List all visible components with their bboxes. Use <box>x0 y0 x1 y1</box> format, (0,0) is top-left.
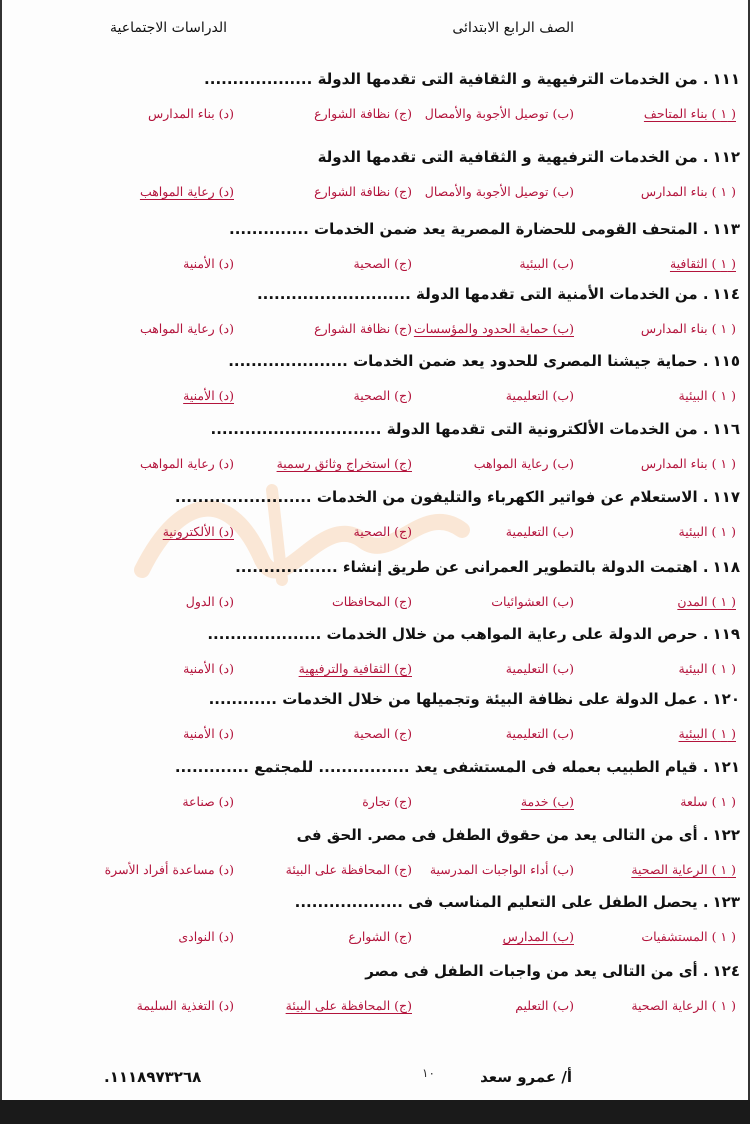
answer-blank: ........................... <box>256 285 411 303</box>
option-label: (ب) خدمة <box>520 794 574 809</box>
option-label: (ج) الشوارع <box>348 929 412 944</box>
question-body: من الخدمات الترفيهية و الثقافية التى تقدمها الدولة <box>317 70 698 88</box>
option-label: (ج) الصحية <box>353 726 412 741</box>
option-label: (د) الأمنية <box>183 388 234 403</box>
option-label: ( ١ ) المستشفيات <box>641 929 736 944</box>
option-label: ( ١ ) بناء المتاحف <box>643 106 736 121</box>
question-number: ١٢٢ <box>712 826 740 844</box>
option-label: ( ١ ) بناء المدارس <box>640 321 736 336</box>
question-text: ١١٣. المتحف القومى للحضارة المصرية يعد ضمن الخدمات .............. <box>229 220 740 238</box>
option-label: ( ١ ) الرعاية الصحية <box>631 862 736 877</box>
answer-blank: .............................. <box>210 420 382 438</box>
option-label: (ب) العشوائيات <box>491 594 574 609</box>
subject-label: الدراسات الاجتماعية <box>110 20 227 36</box>
option-b[interactable] <box>425 184 574 199</box>
option-label: (د) بناء المدارس <box>147 106 234 121</box>
question-number: ١١١ <box>712 70 740 88</box>
option-a[interactable] <box>670 256 736 271</box>
question-number: ١١٩ <box>712 625 740 643</box>
question-number: ١١٨ <box>712 558 740 576</box>
option-b[interactable] <box>414 321 574 336</box>
option-label: (ج) الصحية <box>353 524 412 539</box>
question-text: ١١٤. من الخدمات الأمنية التى تقدمها الدولة ........................... <box>256 285 740 303</box>
question-body: اهتمت الدولة بالتطوير العمرانى عن طريق إنشاء <box>342 558 698 576</box>
option-label: (ج) تجارة <box>362 794 412 809</box>
option-c[interactable] <box>332 594 412 609</box>
option-d[interactable] <box>183 388 234 403</box>
option-d[interactable] <box>183 726 234 741</box>
option-d[interactable] <box>178 929 234 944</box>
option-a[interactable] <box>641 929 736 944</box>
option-a[interactable] <box>680 794 736 809</box>
answer-blank: ................... <box>204 70 313 88</box>
option-d[interactable] <box>182 794 234 809</box>
option-label: ( ١ ) بناء المدارس <box>640 184 736 199</box>
option-b[interactable] <box>506 388 574 403</box>
option-label: (د) مساعدة أفراد الأسرة <box>104 862 234 877</box>
option-d[interactable] <box>163 524 234 539</box>
option-b[interactable] <box>425 106 574 121</box>
question-body: حرص الدولة على رعاية المواهب من خلال الخدمات <box>326 625 698 643</box>
option-label: (ب) توصيل الأجوبة والأمصال <box>424 106 574 121</box>
option-b[interactable] <box>491 594 574 609</box>
option-d[interactable] <box>186 594 234 609</box>
option-label: (ج) الصحية <box>353 388 412 403</box>
option-label: (ب) التعليمية <box>505 524 574 539</box>
option-label: (ج) الثقافية والترفيهية <box>298 661 412 676</box>
option-label: ( ١ ) بناء المدارس <box>640 456 736 471</box>
question-body: أى من التالى يعد من واجبات الطفل فى مصر <box>365 962 698 980</box>
option-label: (ب) التعليمية <box>505 388 574 403</box>
option-label: (د) صناعة <box>182 794 234 809</box>
question-text: ١١٩. حرص الدولة على رعاية المواهب من خلال الخدمات .................... <box>207 625 740 643</box>
option-b[interactable] <box>506 524 574 539</box>
option-a[interactable] <box>631 862 736 877</box>
question-body: أى من التالى يعد من حقوق الطفل فى مصر. الحق فى <box>296 826 698 844</box>
question-text: ١٢١. قيام الطبيب بعمله فى المستشفى يعد ................ للمجتمع ............. <box>174 758 740 776</box>
question-number: ١٢٣ <box>712 893 740 911</box>
answer-blank: ..................... <box>228 352 348 370</box>
option-b[interactable] <box>506 726 574 741</box>
question-text: ١١١. من الخدمات الترفيهية و الثقافية التى تقدمها الدولة ................... <box>204 70 740 88</box>
option-d[interactable] <box>140 321 234 336</box>
question-number: ١٢١ <box>712 758 740 776</box>
page-header <box>2 20 750 44</box>
option-d[interactable] <box>183 256 234 271</box>
option-label: ( ١ ) البيئية <box>678 726 736 741</box>
question-number: ١١٦ <box>712 420 740 438</box>
option-d[interactable] <box>148 106 234 121</box>
option-a[interactable] <box>641 321 736 336</box>
option-label: (ب) التعليمية <box>505 661 574 676</box>
option-label: ( ١ ) سلعة <box>680 794 736 809</box>
question-number: ١١٤ <box>712 285 740 303</box>
option-b[interactable] <box>503 929 574 944</box>
option-label: ( ١ ) الثقافية <box>669 256 736 271</box>
question-body: عمل الدولة على نظافة البيئة وتجميلها من خلال الخدمات <box>282 690 698 708</box>
option-c[interactable] <box>362 794 412 809</box>
option-c[interactable] <box>314 321 412 336</box>
option-label: ( ١ ) الرعاية الصحية <box>631 998 736 1013</box>
option-c[interactable] <box>314 106 412 121</box>
teacher-name: أ/ عمرو سعد <box>480 1068 572 1086</box>
option-label: ( ١ ) البيئية <box>678 388 736 403</box>
option-a[interactable] <box>679 726 736 741</box>
option-label: (ج) الصحية <box>353 256 412 271</box>
option-c[interactable] <box>348 929 412 944</box>
option-label: ( ١ ) البيئية <box>678 524 736 539</box>
page-footer <box>2 1068 750 1094</box>
answer-blank: .................. <box>235 558 338 576</box>
option-label: (ب) رعاية المواهب <box>473 456 574 471</box>
option-a[interactable] <box>641 456 736 471</box>
answer-blank: ................... <box>294 893 403 911</box>
question-body: قيام الطبيب بعمله فى المستشفى يعد ................ للمجتمع <box>254 758 698 776</box>
question-text: ١١٥. حماية جيشنا المصرى للحدود يعد ضمن الخدمات ..................... <box>228 352 740 370</box>
option-a[interactable] <box>679 388 736 403</box>
option-d[interactable] <box>105 862 234 877</box>
option-label: (د) رعاية المواهب <box>139 456 234 471</box>
page-number: ١٠ <box>422 1066 435 1080</box>
option-label: (د) رعاية المواهب <box>139 321 234 336</box>
option-b[interactable] <box>521 794 574 809</box>
option-d[interactable] <box>183 661 234 676</box>
question-body: من الخدمات الترفيهية و الثقافية التى تقدمها الدولة <box>317 148 698 166</box>
question-number: ١١٥ <box>712 352 740 370</box>
option-b[interactable] <box>515 998 574 1013</box>
option-label: (ب) حماية الحدود والمؤسسات <box>413 321 574 336</box>
option-label: (ج) نظافة الشوارع <box>314 321 412 336</box>
question-text: ١١٧. الاستعلام عن فواتير الكهرباء والتليفون من الخدمات ........................ <box>174 488 740 506</box>
question-number: ١١٢ <box>712 148 740 166</box>
option-label: (ب) توصيل الأجوبة والأمصال <box>424 184 574 199</box>
option-label: (د) الألكترونية <box>162 524 234 539</box>
option-label: (ج) استخراج وثائق رسمية <box>276 456 412 471</box>
option-c[interactable] <box>354 726 412 741</box>
grade-label: الصف الرابع الابتدائى <box>452 20 574 36</box>
option-b[interactable] <box>506 661 574 676</box>
option-c[interactable] <box>299 661 412 676</box>
question-text: ١١٦. من الخدمات الألكترونية التى تقدمها الدولة .............................. <box>210 420 740 438</box>
question-body: المتحف القومى للحضارة المصرية يعد ضمن الخدمات <box>314 220 698 238</box>
option-d[interactable] <box>137 998 234 1013</box>
question-text: ١١٢. من الخدمات الترفيهية و الثقافية التى تقدمها الدولة <box>317 148 740 166</box>
option-c[interactable] <box>354 524 412 539</box>
option-label: (ب) التعليمية <box>505 726 574 741</box>
option-label: (د) رعاية المواهب <box>139 184 234 199</box>
option-a[interactable] <box>679 524 736 539</box>
option-label: (ب) أداء الواجبات المدرسية <box>429 862 574 877</box>
option-label: (د) التغذية السليمة <box>136 998 234 1013</box>
option-a[interactable] <box>641 184 736 199</box>
question-text: ١٢٣. يحصل الطفل على التعليم المناسب فى ................... <box>294 893 740 911</box>
answer-blank: ............ <box>208 690 277 708</box>
option-a[interactable] <box>644 106 736 121</box>
option-label: (ج) المحافظة على البيئة <box>285 862 412 877</box>
answer-blank: ............. <box>174 758 249 776</box>
option-b[interactable] <box>519 256 574 271</box>
option-d[interactable] <box>140 184 234 199</box>
option-label: (ج) نظافة الشوارع <box>314 184 412 199</box>
question-body: يحصل الطفل على التعليم المناسب فى <box>408 893 698 911</box>
answer-blank: .............. <box>229 220 309 238</box>
option-label: (د) الأمنية <box>183 661 234 676</box>
option-label: (د) الدول <box>185 594 234 609</box>
option-c[interactable] <box>354 388 412 403</box>
question-number: ١٢٤ <box>712 962 740 980</box>
option-c[interactable] <box>286 862 412 877</box>
option-c[interactable] <box>354 256 412 271</box>
option-label: (ج) نظافة الشوارع <box>314 106 412 121</box>
option-d[interactable] <box>140 456 234 471</box>
answer-blank: ........................ <box>174 488 312 506</box>
option-label: (د) النوادى <box>178 929 234 944</box>
option-label: (ب) المدارس <box>502 929 574 944</box>
option-c[interactable] <box>314 184 412 199</box>
question-number: ١٢٠ <box>712 690 740 708</box>
answer-blank: .................... <box>207 625 322 643</box>
question-body: حماية جيشنا المصرى للحدود يعد ضمن الخدمات <box>353 352 698 370</box>
option-label: (ب) التعليم <box>515 998 574 1013</box>
option-label: (ب) البيئية <box>519 256 574 271</box>
option-label: ( ١ ) البيئية <box>678 661 736 676</box>
option-label: (ج) المحافظة على البيئة <box>285 998 412 1013</box>
bottom-bar <box>0 1100 750 1124</box>
option-label: (د) الأمنية <box>183 726 234 741</box>
option-label: (د) الأمنية <box>183 256 234 271</box>
option-a[interactable] <box>631 998 736 1013</box>
option-c[interactable] <box>286 998 412 1013</box>
option-label: ( ١ ) المدن <box>677 594 736 609</box>
option-a[interactable] <box>679 661 736 676</box>
question-text: ١٢٢. أى من التالى يعد من حقوق الطفل فى مصر. الحق فى <box>296 826 740 844</box>
question-body: من الخدمات الألكترونية التى تقدمها الدولة <box>386 420 698 438</box>
option-a[interactable] <box>677 594 736 609</box>
phone-number: .١١١٨٩٧٣٢٦٨ <box>104 1068 202 1086</box>
question-body: الاستعلام عن فواتير الكهرباء والتليفون من الخدمات <box>316 488 698 506</box>
question-text: ١١٨. اهتمت الدولة بالتطوير العمرانى عن طريق إنشاء .................. <box>235 558 740 576</box>
question-text: ١٢٠. عمل الدولة على نظافة البيئة وتجميلها من خلال الخدمات ............ <box>208 690 740 708</box>
option-b[interactable] <box>474 456 574 471</box>
option-c[interactable] <box>277 456 412 471</box>
question-number: ١١٧ <box>712 488 740 506</box>
question-text: ١٢٤. أى من التالى يعد من واجبات الطفل فى مصر <box>365 962 740 980</box>
question-body: من الخدمات الأمنية التى تقدمها الدولة <box>416 285 698 303</box>
question-number: ١١٣ <box>712 220 740 238</box>
option-b[interactable] <box>430 862 574 877</box>
option-label: (ج) المحافظات <box>332 594 412 609</box>
